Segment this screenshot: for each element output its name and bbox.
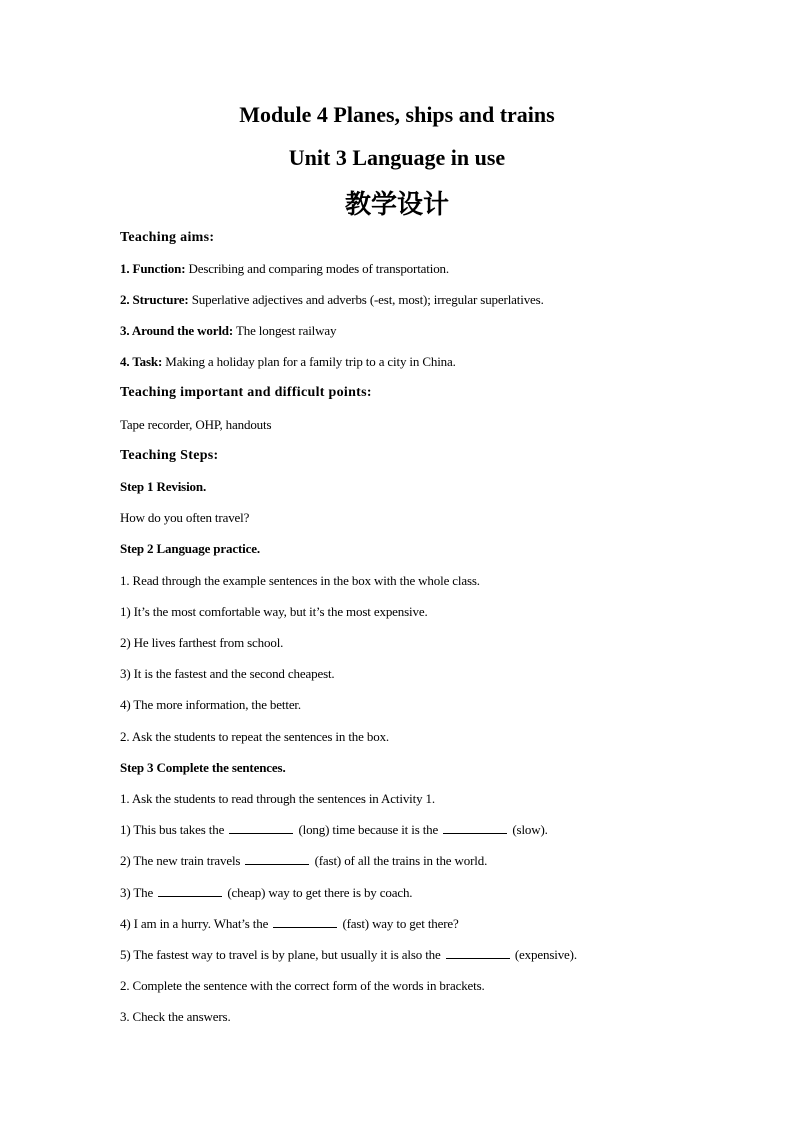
aim-structure-text: Superlative adjectives and adverbs (-est, most); irregular superlatives. bbox=[191, 292, 544, 307]
step2-sentence-2: 2) He lives farthest from school. bbox=[120, 635, 284, 650]
exercise-5-part-b: (expensive). bbox=[514, 947, 577, 962]
step3-heading: Step 3 Complete the sentences. bbox=[120, 760, 286, 775]
step3-instruction: 1. Ask the students to read through the sentences in Activity 1. bbox=[120, 791, 435, 806]
exercise-5 bbox=[120, 947, 577, 963]
important-points-heading: Teaching important and difficult points: bbox=[120, 385, 372, 400]
exercise-4-part-b: (fast) way to get there? bbox=[342, 916, 459, 931]
aim-around-world-text: The longest railway bbox=[235, 323, 337, 338]
answer-blank bbox=[245, 853, 309, 865]
exercise-2-part-b: (fast) of all the trains in the world. bbox=[314, 853, 488, 868]
unit-title: Unit 3 Language in use bbox=[288, 145, 506, 170]
aim-task bbox=[120, 354, 456, 370]
exercise-3 bbox=[120, 885, 412, 901]
teaching-steps-heading: Teaching Steps: bbox=[120, 448, 219, 463]
step1-heading: Step 1 Revision. bbox=[120, 479, 207, 494]
teaching-aims-heading: Teaching aims: bbox=[120, 230, 215, 245]
aim-around-world bbox=[120, 323, 336, 339]
exercise-1-part-a: 1) This bus takes the bbox=[120, 822, 225, 837]
aim-structure bbox=[120, 292, 544, 308]
exercise-1 bbox=[120, 822, 548, 838]
module-title: Module 4 Planes, ships and trains bbox=[239, 102, 555, 127]
answer-blank bbox=[273, 916, 337, 928]
exercise-1-part-b: (long) time because it is the bbox=[298, 822, 439, 837]
step2-sentence-4: 4) The more information, the better. bbox=[120, 697, 301, 712]
aim-function-label: 1. Function: bbox=[120, 261, 186, 276]
aim-around-world-label: 3. Around the world: bbox=[120, 323, 234, 338]
aim-task-text: Making a holiday plan for a family trip to a city in China. bbox=[165, 354, 456, 369]
exercise-3-part-a: 3) The bbox=[120, 885, 154, 900]
step3-check: 3. Check the answers. bbox=[120, 1009, 231, 1024]
important-points-text: Tape recorder, OHP, handouts bbox=[120, 417, 272, 432]
chinese-title: 教学设计 bbox=[344, 190, 449, 220]
step2-sentence-3: 3) It is the fastest and the second cheapest. bbox=[120, 666, 335, 681]
step1-question: How do you often travel? bbox=[120, 510, 250, 525]
exercise-4-part-a: 4) I am in a hurry. What’s the bbox=[120, 916, 269, 931]
aim-task-label: 4. Task: bbox=[120, 354, 163, 369]
aim-function-text: Describing and comparing modes of transportation. bbox=[188, 261, 450, 276]
answer-blank bbox=[443, 822, 507, 834]
answer-blank bbox=[446, 947, 510, 959]
aim-function bbox=[120, 261, 449, 277]
answer-blank bbox=[229, 822, 293, 834]
answer-blank bbox=[158, 885, 222, 897]
exercise-3-part-b: (cheap) way to get there is by coach. bbox=[227, 885, 413, 900]
step2-repeat: 2. Ask the students to repeat the sentences in the box. bbox=[120, 729, 390, 744]
exercise-4 bbox=[120, 916, 459, 932]
exercise-5-part-a: 5) The fastest way to travel is by plane, but usually it is also the bbox=[120, 947, 441, 962]
step2-sentence-1: 1) It’s the most comfortable way, but it’s the most expensive. bbox=[120, 604, 428, 619]
exercise-1-part-c: (slow). bbox=[512, 822, 548, 837]
step2-instruction: 1. Read through the example sentences in the box with the whole class. bbox=[120, 573, 480, 588]
exercise-2-part-a: 2) The new train travels bbox=[120, 853, 241, 868]
step2-heading: Step 2 Language practice. bbox=[120, 541, 260, 556]
exercise-2 bbox=[120, 853, 487, 869]
step3-complete: 2. Complete the sentence with the correct form of the words in brackets. bbox=[120, 978, 485, 993]
aim-structure-label: 2. Structure: bbox=[120, 292, 189, 307]
